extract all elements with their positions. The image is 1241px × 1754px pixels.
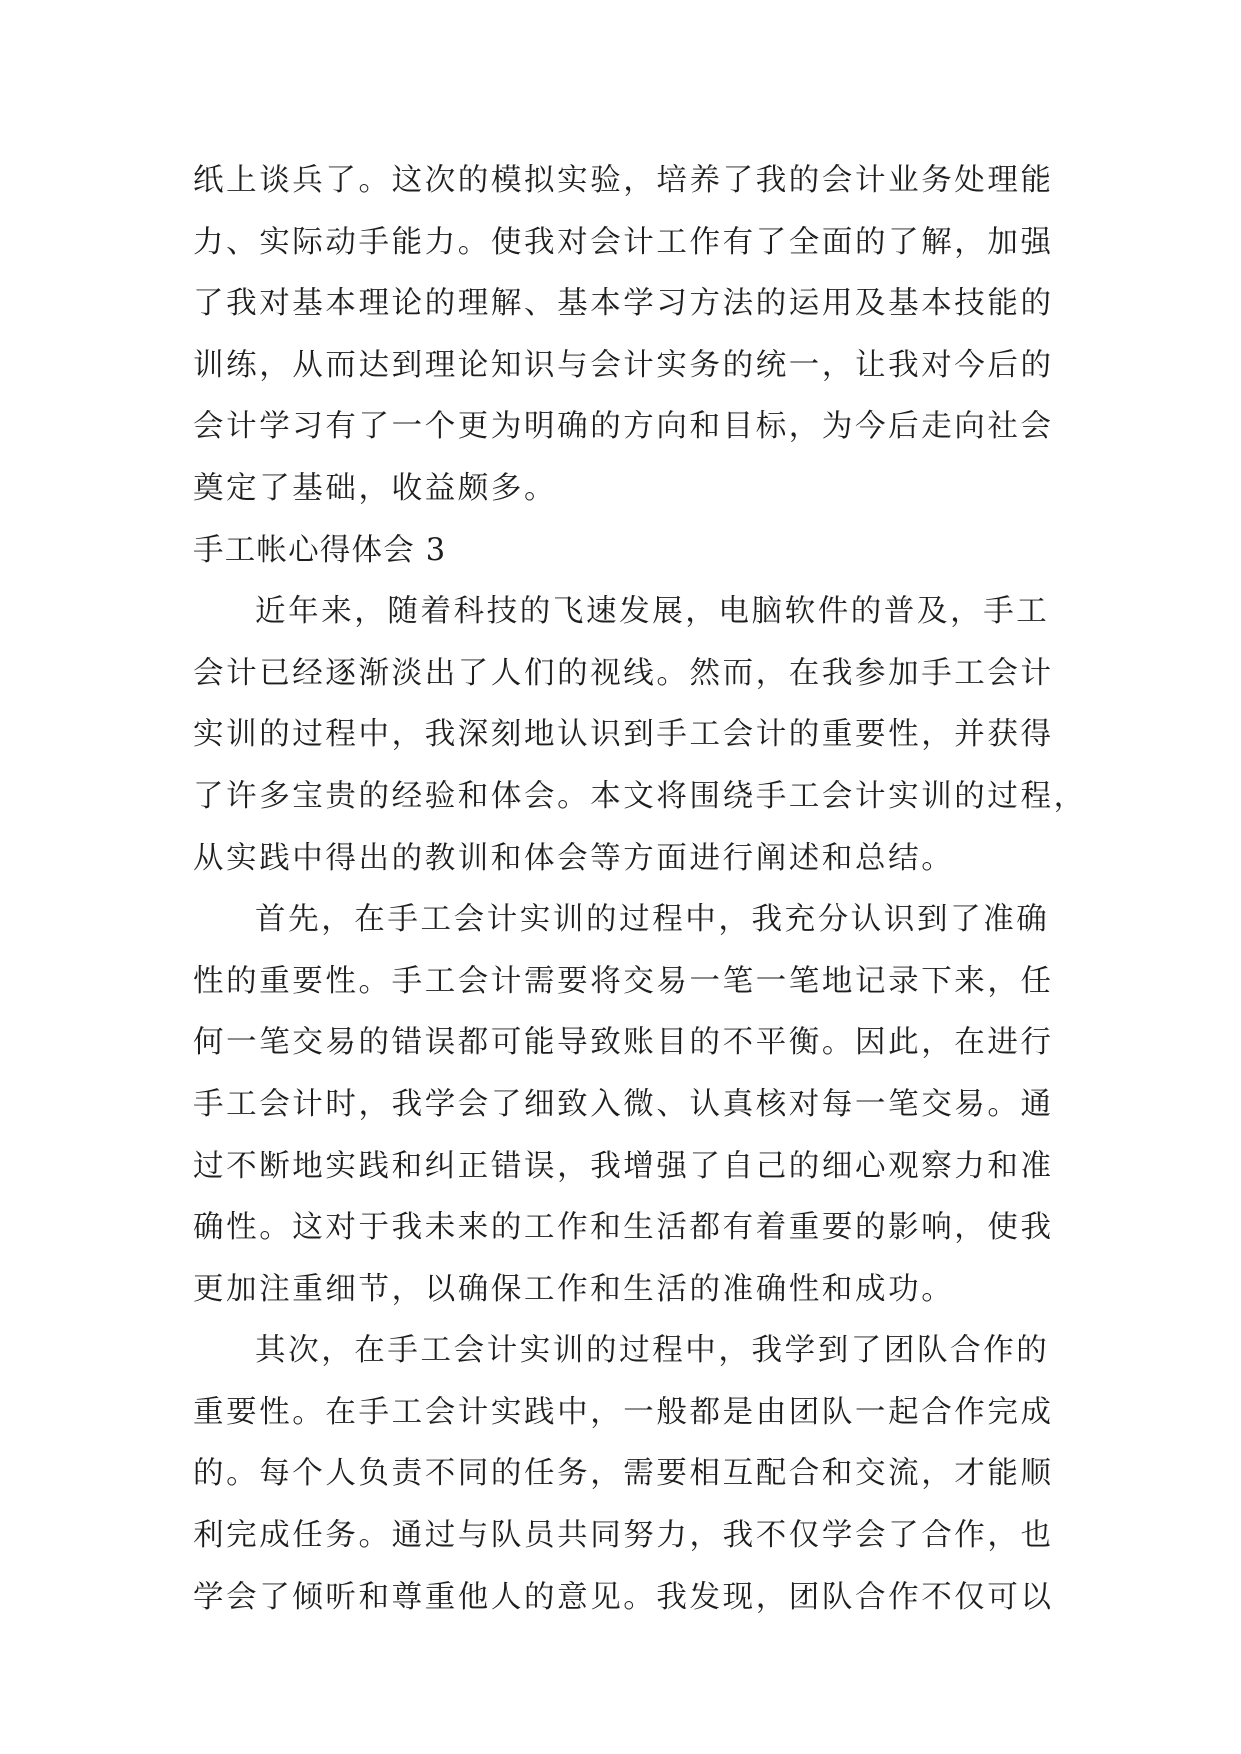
- text-line: 首先，在手工会计实训的过程中，我充分认识到了准确: [255, 902, 1050, 938]
- text-line: 了我对基本理论的理解、基本学习方法的运用及基本技能的: [193, 286, 1054, 322]
- paragraph-1: [193, 581, 1087, 889]
- text-line: 会计已经逐渐淡出了人们的视线。然而，在我参加手工会计: [193, 655, 1054, 691]
- text-line: 性的重要性。手工会计需要将交易一笔一笔地记录下来，任: [193, 963, 1054, 999]
- intro-paragraph: [193, 150, 1053, 520]
- text-line: 了许多宝贵的经验和体会。本文将围绕手工会计实训的过程，: [193, 778, 1087, 814]
- text-line: 重要性。在手工会计实践中，一般都是由团队一起合作完成: [193, 1394, 1054, 1430]
- text-line: 确性。这对于我未来的工作和生活都有着重要的影响，使我: [193, 1210, 1054, 1246]
- text-line: 会计学习有了一个更为明确的方向和目标，为今后走向社会: [193, 409, 1054, 445]
- text-line: 何一笔交易的错误都可能导致账目的不平衡。因此，在进行: [193, 1025, 1054, 1061]
- text-line: 的。每个人负责不同的任务，需要相互配合和交流，才能顺: [193, 1456, 1054, 1492]
- text-line: 更加注重细节，以确保工作和生活的准确性和成功。: [193, 1271, 955, 1307]
- text-line: 实训的过程中，我深刻地认识到手工会计的重要性，并获得: [193, 717, 1054, 753]
- text-line: 从实践中得出的教训和体会等方面进行阐述和总结。: [193, 840, 955, 876]
- text-line: 奠定了基础，收益颇多。: [193, 470, 558, 506]
- text-line: 学会了倾听和尊重他人的意见。我发现，团队合作不仅可以: [193, 1579, 1054, 1615]
- text-line: 过不断地实践和纠正错误，我增强了自己的细心观察力和准: [193, 1148, 1054, 1184]
- text-line: 手工会计时，我学会了细致入微、认真核对每一笔交易。通: [193, 1086, 1054, 1122]
- section-title: 手工帐心得体会 3: [193, 532, 447, 568]
- paragraph-3: [193, 1320, 1053, 1628]
- paragraph-2: [193, 889, 1053, 1320]
- document-body: [193, 150, 1087, 1628]
- text-line: 其次，在手工会计实训的过程中，我学到了团队合作的: [255, 1333, 1050, 1369]
- text-line: 近年来，随着科技的飞速发展，电脑软件的普及，手工: [255, 594, 1050, 630]
- text-line: 力、实际动手能力。使我对会计工作有了全面的了解，加强: [193, 224, 1054, 260]
- text-line: 纸上谈兵了。这次的模拟实验，培养了我的会计业务处理能: [193, 163, 1054, 198]
- text-line: 利完成任务。通过与队员共同努力，我不仅学会了合作，也: [193, 1518, 1054, 1554]
- text-line: 训练，从而达到理论知识与会计实务的统一，让我对今后的: [193, 347, 1054, 383]
